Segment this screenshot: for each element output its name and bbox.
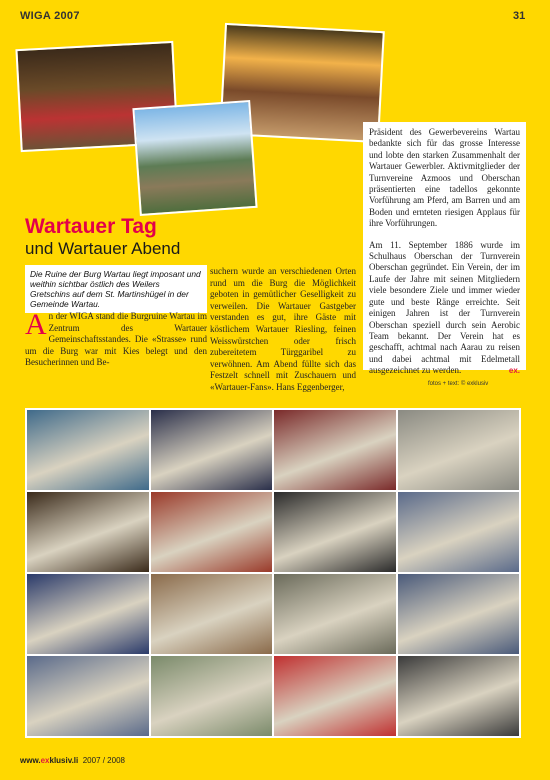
grid-photo — [274, 492, 396, 572]
grid-photo — [398, 410, 520, 490]
page-number: 31 — [513, 10, 526, 22]
article-subtitle: und Wartauer Abend — [25, 239, 181, 258]
grid-photo — [274, 410, 396, 490]
footer-year: 2007 / 2008 — [82, 756, 125, 765]
grid-photo — [151, 656, 273, 736]
grid-photo — [151, 492, 273, 572]
grid-photo — [151, 410, 273, 490]
box-paragraph-2 — [369, 240, 520, 377]
column-1-text: n der WIGA stand die Burgruine Wartau im Zentrum des Wartauer Gemeinschaftsstandes. Die «Strasse» rund um die Burg war mit Kies belegt und den Besucherinnen und Be- — [25, 311, 207, 368]
photo-credit: fotos + text: © exklusiv — [428, 381, 489, 387]
grid-photo — [398, 492, 520, 572]
footer-url: www.exklusiv.li — [20, 756, 79, 765]
grid-photo — [27, 574, 149, 654]
grid-photo — [274, 574, 396, 654]
grid-photo — [27, 492, 149, 572]
article-text-box — [363, 122, 526, 376]
footer — [20, 756, 125, 765]
article-column-2: suchern wurde an verschiedenen Orten rund um die Burg die Möglichkeit geboten in gemütlicher Geselligkeit zu verweilen. Die Wartauer Gastgeber verstanden es gut, ihre Gäste mit köstlichem Wartauer Riesling, feinen Weisswürstchen oder frisch zubereitetem Türggaribel zu verwöhnen. Am Abend füllte sich das Festzelt schnell mit Zuschauern und «Wartauer-Fans». Hans Eggenberger, — [210, 266, 356, 392]
photo-caption: Die Ruine der Burg Wartau liegt imposant und weithin sichtbar östlich des Weilers Gretschins auf dem St. Martinshügel in der Gemeinde Wartau. — [25, 265, 207, 313]
grid-photo — [398, 574, 520, 654]
end-mark: ex. — [508, 366, 520, 376]
grid-photo — [151, 574, 273, 654]
box-paragraph-2-text: Am 11. September 1886 wurde im Schulhaus Oberschan der Turnverein Oberschan gegründet. Ein Verein, der im Laufe der Jahre mit seinen Mitgliedern viele besondere Ziele und immer wieder gute und beste Ränge erreichte. Seit einigen Jahren ist der Turnverein Oberschan speziell durch sein Aerobic Team bekannt. Der Verein hat es geschafft, achtmal nach Aarau zu reisen und dabei achtmal mit Edelmetall ausgezeichnet zu werden. — [369, 239, 520, 376]
grid-photo — [274, 656, 396, 736]
castle-ruin-photo — [132, 100, 257, 216]
grid-photo — [27, 656, 149, 736]
box-paragraph-1: Präsident des Gewerbevereins Wartau bedankte sich für das grosse Interesse und lobte den starken Zusammenhalt der Wartauer Gewerbler. Aktivmitglieder der Turnvereine Azmoos und Oberschan präsentierten eine tadellos gekonnte Vorführung am Pferd, am Barren und am Boden und ernteten riesigen Applaus für ihre Vorführungen. — [369, 127, 520, 229]
section-header: WIGA 2007 — [20, 10, 80, 22]
grid-photo — [398, 656, 520, 736]
photo-grid — [25, 408, 521, 738]
drop-cap: A — [25, 308, 47, 341]
article-column-1 — [25, 308, 207, 369]
article-title: Wartauer Tag — [25, 215, 157, 238]
grid-photo — [27, 410, 149, 490]
